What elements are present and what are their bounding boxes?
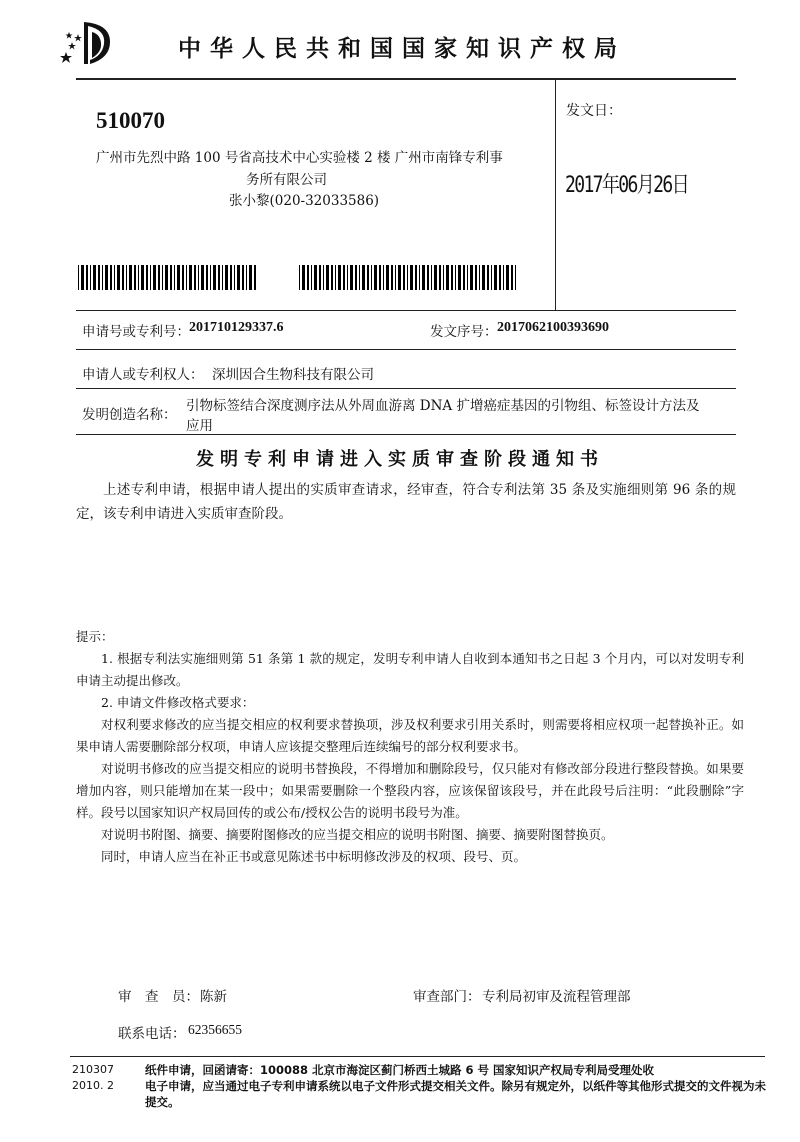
applicant-label: 申请人或专利权人： (82, 367, 204, 383)
department: 专利局初审及流程管理部 (482, 989, 631, 1005)
rule (76, 349, 736, 350)
tip-item: 对权利要求修改的应当提交相应的权利要求替换项，涉及权利要求引用关系时，则需要将相应权项一起替换补正。如果申请人需要删除部分权项，申请人应该提交整理后连续编号的部分权利要求书。 (76, 717, 744, 754)
examiner: 陈新 (200, 989, 227, 1005)
rule (76, 434, 736, 435)
contact: 张小黎(020-32033586) (229, 193, 380, 209)
barcode-1 (78, 265, 258, 290)
form-version: 2010. 2 (72, 1079, 114, 1092)
issue-date: 2017年06月26日 (565, 173, 688, 198)
phone: 62356655 (188, 1022, 242, 1037)
tip-item: 同时，申请人应当在补正书或意见陈述书中标明修改涉及的权项、段号、页。 (101, 849, 527, 864)
tip-item: 对说明书修改的应当提交相应的说明书替换段，不得增加和删除段号，仅只能对有修改部分段进行整段替换。如果要增加内容，则只能增加在某一段中；如果需要删除一个整段内容，应该保留该段号，并在此段号后注明：“此段删除”字样。段号以国家知识产权局回传的或公布/授权公告的说明书段号为准。 (76, 761, 744, 820)
footer-notes (145, 1062, 775, 1110)
agency-title: 中华人民共和国国家知识产权局 (178, 36, 626, 62)
form-code: 210307 (72, 1063, 114, 1076)
invention-title-line-1: 引物标签结合深度测序法从外周血游离 DNA 扩增癌症基因的引物组、标签设计方法及 (186, 398, 700, 414)
applicant: 深圳因合生物科技有限公司 (212, 367, 374, 383)
invention-title-line-2: 应用 (186, 418, 213, 434)
footer-line-2: 电子申请，应当通过电子专利申请系统以电子文件形式提交相关文件。除另有规定外，以纸件等其他形式提交的文件视为未提交。 (145, 1079, 766, 1109)
rule (76, 388, 736, 389)
phone-label: 联系电话： (118, 1026, 186, 1042)
serial-number: 2017062100393690 (497, 320, 609, 335)
rule (76, 310, 736, 311)
footer-line-1: 纸件申请，回函请寄：100088 北京市海淀区蓟门桥西土城路 6 号 国家知识产权局专利局受理处收 (145, 1063, 655, 1077)
cnipa-logo-icon (58, 18, 118, 68)
issue-date-divider (555, 80, 556, 310)
application-number: 201710129337.6 (189, 320, 284, 335)
footer-rule (70, 1056, 765, 1057)
notice-body: 上述专利申请，根据申请人提出的实质审查请求，经审查，符合专利法第 35 条及实施细则第 96 条的规定，该专利申请进入实质审查阶段。 (76, 482, 736, 522)
application-number-label: 申请号或专利号： (82, 324, 190, 340)
address-line-2: 务所有限公司 (246, 172, 327, 188)
postcode: 510070 (96, 108, 165, 133)
header-rule (76, 78, 736, 80)
examiner-label: 审 查 员： (118, 989, 199, 1005)
notice-title: 发明专利申请进入实质审查阶段通知书 (196, 449, 604, 470)
tip-item: 对说明书附图、摘要、摘要附图修改的应当提交相应的说明书附图、摘要、摘要附图替换页。 (101, 827, 614, 842)
tip-item: 2. 申请文件修改格式要求： (101, 695, 255, 710)
tip-item: 1. 根据专利法实施细则第 51 条第 1 款的规定，发明专利申请人自收到本通知书之日起 3 个月内，可以对发明专利申请主动提出修改。 (76, 651, 744, 688)
tips-heading: 提示： (76, 629, 114, 644)
issue-date-label: 发文日： (566, 103, 622, 119)
invention-label: 发明创造名称： (82, 407, 177, 423)
department-label: 审查部门： (413, 989, 481, 1005)
address-line-1: 广州市先烈中路 100 号省高技术中心实验楼 2 楼 广州市南锋专利事 (96, 150, 503, 166)
serial-number-label: 发文序号： (430, 324, 498, 340)
tips-section (76, 626, 744, 868)
barcode-2 (299, 265, 518, 290)
